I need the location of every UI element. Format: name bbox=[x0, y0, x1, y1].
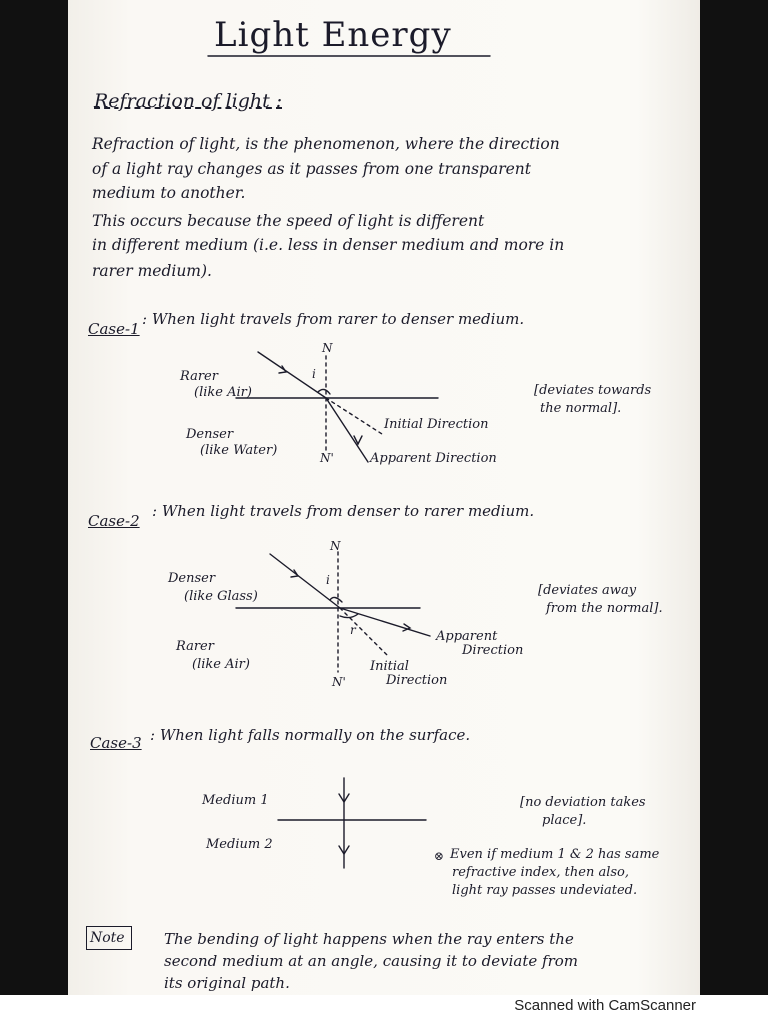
case1-normal-bottom: N' bbox=[320, 451, 334, 465]
reason-line-1: This occurs because the speed of light is different bbox=[92, 212, 485, 230]
case2-normal-top: N bbox=[330, 539, 341, 553]
reason-line-3: rarer medium). bbox=[92, 262, 212, 280]
case2-label: Case-2 bbox=[88, 512, 140, 530]
case3-remark-line-2: refractive index, then also, bbox=[452, 865, 629, 880]
case2-angle-r: r bbox=[350, 623, 356, 637]
case1-upper-medium-example: (like Air) bbox=[194, 385, 252, 400]
case1-lower-medium: Denser bbox=[186, 427, 234, 442]
note-line-2: second medium at an angle, causing it to deviate from bbox=[164, 952, 579, 970]
scanner-watermark: Scanned with CamScanner bbox=[514, 997, 696, 1014]
case1-upper-medium: Rarer bbox=[180, 369, 218, 384]
case3-medium1: Medium 1 bbox=[202, 793, 269, 808]
case2-result-line-2: from the normal]. bbox=[546, 601, 663, 616]
definition-line-1: Refraction of light, is the phenomenon, where the direction bbox=[92, 135, 560, 153]
case2-upper-medium: Denser bbox=[168, 571, 216, 586]
case3-label: Case-3 bbox=[90, 734, 142, 752]
case1-initial-direction-ray bbox=[326, 398, 382, 434]
left-dark-edge bbox=[0, 0, 68, 995]
definition-line-2: of a light ray changes as it passes from one transparent bbox=[92, 160, 531, 178]
case2-result-line-1: [deviates away bbox=[538, 583, 637, 598]
case1-apparent-direction: Apparent Direction bbox=[370, 451, 497, 466]
case2-apparent-direction-line-1: Apparent bbox=[436, 629, 498, 644]
case2-initial-direction-line-2: Direction bbox=[386, 673, 448, 688]
case1-label: Case-1 bbox=[88, 320, 140, 338]
case3-remark-line-1: Even if medium 1 & 2 has same bbox=[450, 847, 660, 862]
definition-line-3: medium to another. bbox=[92, 184, 246, 202]
right-dark-edge bbox=[700, 0, 768, 995]
case2-angle-i: i bbox=[326, 573, 330, 587]
section-heading: Refraction of light : bbox=[94, 90, 283, 112]
case3-remark-line-3: light ray passes undeviated. bbox=[452, 883, 638, 898]
case1-result-line-1: [deviates towards bbox=[534, 383, 652, 398]
case2-lower-medium: Rarer bbox=[176, 639, 214, 654]
case2-apparent-direction-line-2: Direction bbox=[462, 643, 524, 658]
case3-remark-bullet: ⊗ bbox=[434, 849, 445, 863]
case1-refracted-ray bbox=[326, 398, 368, 462]
case2-initial-direction-line-1: Initial bbox=[370, 659, 409, 674]
case3-result-line-2: place]. bbox=[542, 813, 587, 828]
case1-angle-i: i bbox=[312, 367, 316, 381]
case1-normal-top: N bbox=[322, 341, 333, 355]
note-line-3: its original path. bbox=[164, 974, 290, 992]
case1-lower-medium-example: (like Water) bbox=[200, 443, 278, 458]
case2-text: : When light travels from denser to rarer medium. bbox=[152, 502, 535, 520]
notebook-page bbox=[68, 0, 700, 995]
case3-text: : When light falls normally on the surface. bbox=[150, 726, 471, 744]
hand-drawn-diagrams bbox=[68, 0, 700, 995]
case3-medium2: Medium 2 bbox=[206, 837, 273, 852]
case1-incident-ray bbox=[258, 352, 326, 398]
case3-result-line-1: [no deviation takes bbox=[520, 795, 646, 810]
case1-initial-direction: Initial Direction bbox=[384, 417, 489, 432]
case2-refracted-ray bbox=[340, 608, 430, 636]
case2-upper-medium-example: (like Glass) bbox=[184, 589, 258, 604]
case2-angle-arc-r bbox=[340, 614, 358, 618]
note-line-1: The bending of light happens when the ray enters the bbox=[164, 930, 574, 948]
reason-line-2: in different medium (i.e. less in denser medium and more in bbox=[92, 236, 565, 254]
case2-normal-bottom: N' bbox=[332, 675, 346, 689]
case1-result-line-2: the normal]. bbox=[540, 401, 622, 416]
case2-lower-medium-example: (like Air) bbox=[192, 657, 250, 672]
page-title: Light Energy bbox=[214, 15, 452, 55]
case1-text: : When light travels from rarer to denser medium. bbox=[142, 310, 525, 328]
note-label: Note bbox=[90, 930, 125, 946]
